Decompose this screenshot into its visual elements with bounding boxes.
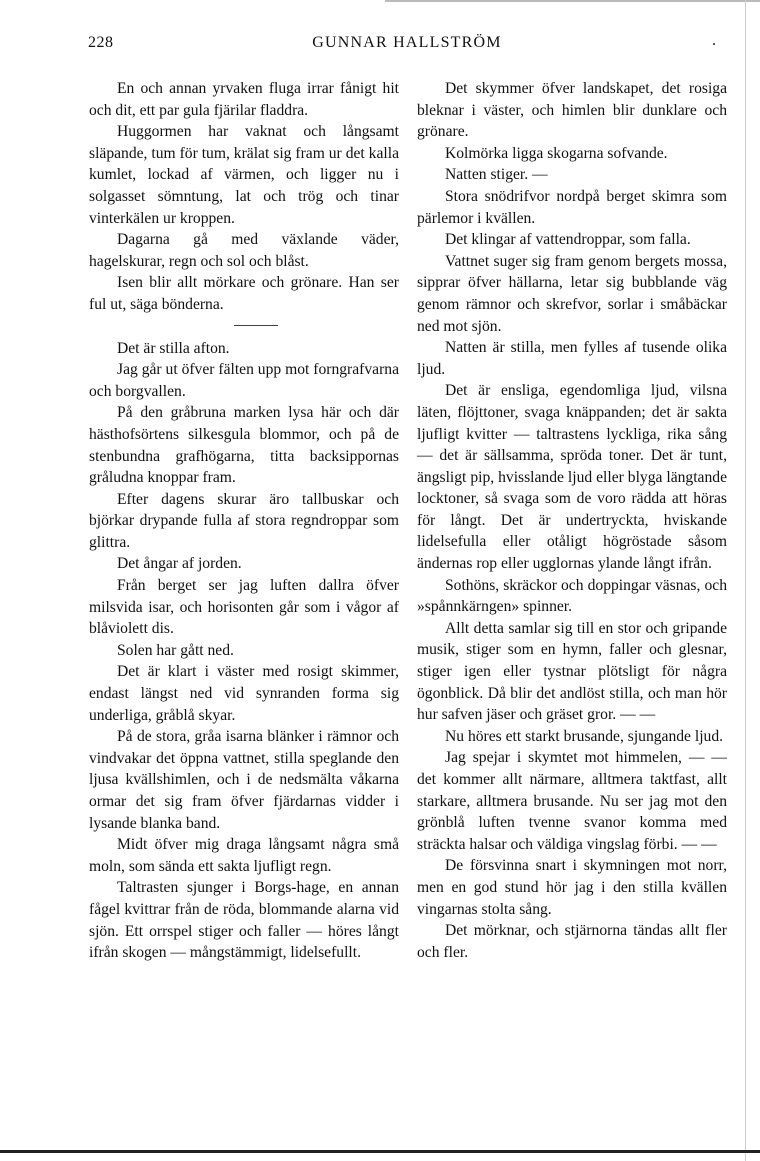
right-edge-line <box>745 0 746 1161</box>
paragraph: Isen blir allt mörkare och grönare. Han ser ful ut, säga bönderna. <box>89 274 399 313</box>
paragraph: Solen har gått ned. <box>117 641 234 659</box>
paragraph: Det är stilla afton. <box>117 339 230 357</box>
paragraph: På den gråbruna marken lysa här och där hästhofsörtens silkesgula blommor, och på de stenbundna grafhögarna, titta backsippornas gråludna knoppar fram. <box>89 404 399 487</box>
paragraph: Sothöns, skräckor och doppingar väsnas, och »spånnkärngen» spinner. <box>417 576 727 616</box>
paragraph: Natten är stilla, men fylles af tusende olika ljud. <box>417 339 727 378</box>
bottom-edge-line <box>0 1150 760 1153</box>
paragraph: Allt detta samlar sig till en stor och gripande musik, stiger som en hymn, faller och glesnar, stiger igen eller tystnar plötsligt för några ögonblick. Då blir det andlöst stilla, och man hör hur safven jäser och gräset gror. — — <box>417 619 727 724</box>
paragraph: Kolmörka ligga skogarna sofvande. <box>445 144 668 162</box>
section-separator <box>234 325 278 326</box>
paragraph: De försvinna snart i skymningen mot norr, men en god stund hör jag i den stilla kvällen vingarnas stolta sång. <box>417 857 727 918</box>
paragraph: Efter dagens skurar äro tallbuskar och björkar drypande fulla af stora regndroppar som glittra. <box>89 490 399 551</box>
paragraph: Huggormen har vaknat och långsamt släpande, tum för tum, krälat sig fram ur det kalla kumlet, lockad af värmen, och ligger nu i solgasset sömntung, lat och trög och tinar vinterkälen ur kroppen. <box>89 123 399 227</box>
paragraph: Jag spejar i skymtet mot himmelen, — — det kommer allt närmare, alltmera taktfast, allt starkare, alltmera brusande. Nu ser jag mot den grönblå luften tvenne svanor komma med sträckta halsar och väldiga vingslag förbi. — — <box>417 749 727 853</box>
paragraph: Det är ensliga, egendomliga ljud, vilsna läten, flöjttoner, svaga knäppanden; det är sakta ljufligt kvitter — taltrastens lyckliga, rika sång — det är sällsamma, spröda toner. Det är tunt, ängsligt pip, hvisslande ljud eller blyga längtande locktoner, så svaga som de voro rädda att höras för långt. Det är undertryckta, hviskande lidelsefulla eller otåligt högröstade såsom ändernas rop eller ugglornas ylande långt ifrån. <box>417 382 727 573</box>
left-column <box>89 78 399 964</box>
paragraph: Jag går ut öfver fälten upp mot forngrafvarna och borgvallen. <box>89 361 399 400</box>
paragraph: Midt öfver mig draga långsamt några små moln, som sända ett sakta ljufligt regn. <box>89 836 399 875</box>
paragraph: Det skymmer öfver landskapet, det rosiga bleknar i väster, och himlen blir dunklare och grönare. <box>417 80 727 141</box>
paragraph: Stora snödrifvor nordpå berget skimra som pärlemor i kvällen. <box>417 187 727 227</box>
paragraph: Det ångar af jorden. <box>117 555 242 573</box>
page-header <box>88 34 726 56</box>
paragraph: Taltrasten sjunger i Borgs-hage, en annan fågel kvittrar från de röda, blommande alarna vid sjön. Ett orrspel stiger och faller — höres långt ifrån skogen — mångstämmigt, lidelsefullt. <box>89 879 399 962</box>
paragraph: Från berget ser jag luften dallra öfver milsvida isar, och horisonten går som i vågor af blåviolett dis. <box>89 577 399 638</box>
paragraph: Det mörknar, och stjärnorna tändas allt fler och fler. <box>417 922 727 961</box>
right-column <box>417 78 727 963</box>
paragraph: Dagarna gå med växlande väder, hagelskurar, regn och sol och blåst. <box>89 231 399 270</box>
paragraph: På de stora, gråa isarna blänker i rämnor och vindvakar det öppna vattnet, stilla speglande den ljusa kvällshimlen, och i de nedsmälta våkarna ormar det sig fram öfver fjärdarnas vidder i lysande blanka band. <box>89 728 399 832</box>
paragraph: Nu höres ett starkt brusande, sjungande ljud. <box>445 727 724 745</box>
page-number: 228 <box>88 34 114 51</box>
paragraph: En och annan yrvaken fluga irrar fånigt hit och dit, ett par gula fjärilar fladdra. <box>89 80 399 119</box>
paragraph: Det är klart i väster med rosigt skimmer, endast längst ned vid synranden forma sig underliga, gråblå skyar. <box>89 663 399 724</box>
running-head: GUNNAR HALLSTRÖM <box>312 34 502 51</box>
header-mark: . <box>712 32 716 49</box>
paragraph: Det klingar af vattendroppar, som falla. <box>445 231 691 249</box>
top-edge-line <box>385 0 760 2</box>
paragraph: Vattnet suger sig fram genom bergets mossa, sipprar öfver hällarna, letar sig bubblande väg genom rämnor och skrefvor, sorlar i småbäckar ned mot sjön. <box>417 252 727 335</box>
paragraph: Natten stiger. — <box>445 166 548 184</box>
